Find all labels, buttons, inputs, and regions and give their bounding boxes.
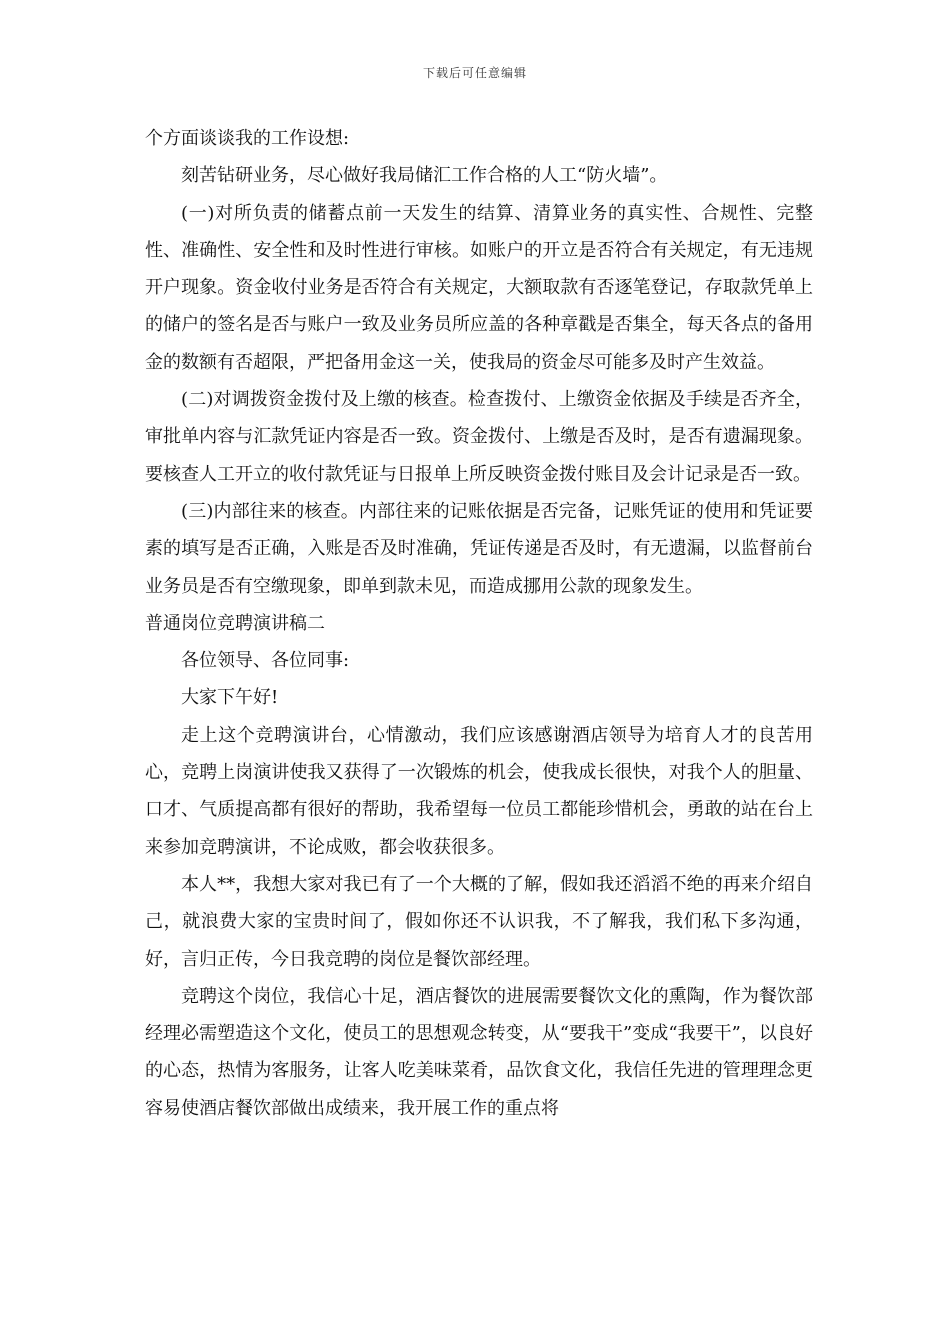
paragraph-11: 竞聘这个岗位，我信心十足，酒店餐饮的进展需要餐饮文化的熏陶，作为餐饮部经理必需塑造这个文化，使员工的思想观念转变，从“要我干”变成“我要干”，以良好的心态，热情为客服务，让客人吃美味菜肴，品饮食文化，我信任先进的管理理念更容易使酒店餐饮部做出成绩来，我开展工作的重点将 xyxy=(145,985,813,1119)
paragraph-10: 本人**，我想大家对我已有了一个大概的了解，假如我还滔滔不绝的再来介绍自己，就浪费大家的宝贵时间了，假如你还不认识我，不了解我，我们私下多沟通，好，言归正传，今日我竞聘的岗位是餐饮部经理。 xyxy=(145,873,813,970)
section-title: 普通岗位竞聘演讲稿二 xyxy=(145,612,325,634)
paragraph-9: 走上这个竞聘演讲台，心情激动，我们应该感谢酒店领导为培育人才的良苦用心，竞聘上岗演讲使我又获得了一次锻炼的机会，使我成长很快，对我个人的胆量、口才、气质提高都有很好的帮助，我希望每一位员工都能珍惜机会，勇敢的站在台上来参加竞聘演讲，不论成败，都会收获很多。 xyxy=(145,724,813,858)
paragraph-4: (二)对调拨资金拨付及上缴的核查。检查拨付、上缴资金依据及手续是否齐全，审批单内容与汇款凭证内容是否一致。资金拨付、上缴是否及时，是否有遗漏现象。要核查人工开立的收付款凭证与日报单上所反映资金拨付账目及会计记录是否一致。 xyxy=(145,389,813,485)
greeting: 大家下午好! xyxy=(181,687,279,709)
document-body xyxy=(145,120,813,1127)
paragraph-2: 刻苦钻研业务，尽心做好我局储汇工作合格的人工“防火墙”。 xyxy=(181,165,668,187)
paragraph-1: 个方面谈谈我的工作设想: xyxy=(145,128,350,149)
salutation: 各位领导、各位同事: xyxy=(181,650,350,672)
paragraph-5: (三)内部往来的核查。内部往来的记账依据是否完备，记账凭证的使用和凭证要素的填写是否正确，入账是否及时准确，凭证传递是否及时，有无遗漏，以监督前台业务员是否有空缴现象，即单到款未见，而造成挪用公款的现象发生。 xyxy=(145,500,813,597)
page-header: 下载后可任意编辑 xyxy=(422,66,527,80)
paragraph-3: (一)对所负责的储蓄点前一天发生的结算、清算业务的真实性、合规性、完整性、准确性、安全性和及时性进行审核。如账户的开立是否符合有关规定，有无违规开户现象。资金收付业务是否符合有关规定，大额取款有否逐笔登记，存取款凭单上的储户的签名是否与账户一致及业务员所应盖的各种章戳是否集全，每天各点的备用金的数额有否超限，严把备用金这一关，使我局的资金尽可能多及时产生效益。 xyxy=(145,202,813,373)
